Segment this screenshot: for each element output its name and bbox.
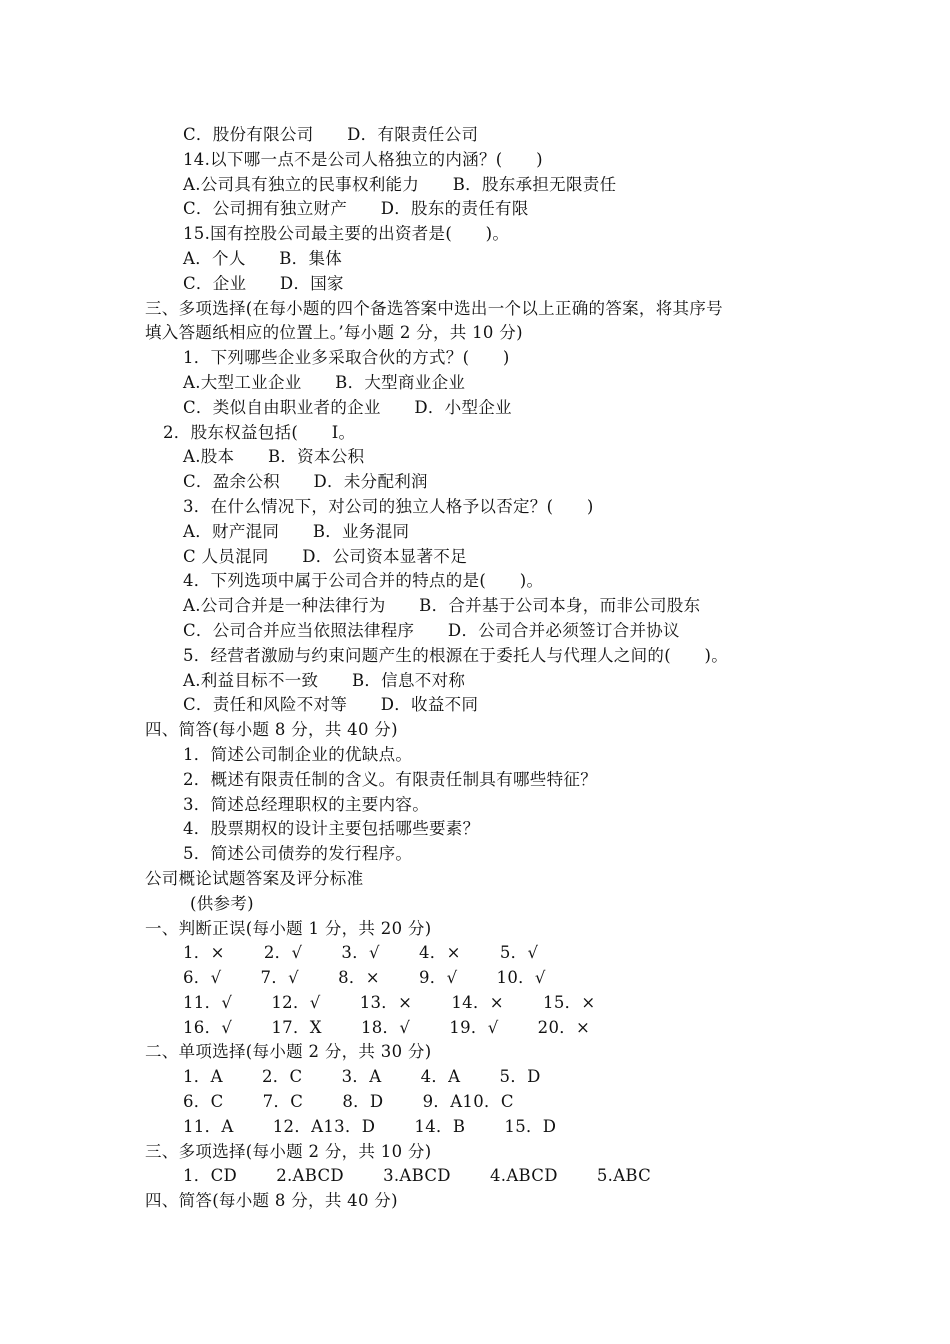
text-line: 1．简述公司制企业的优缺点。 (183, 744, 413, 764)
text-line: 二、单项选择(每小题 2 分，共 30 分) (145, 1042, 432, 1062)
text-line: 1．下列哪些企业多采取合伙的方式？( ) (183, 348, 510, 368)
text-line: 6．C 7．C 8．D 9．A10．C (183, 1092, 514, 1112)
text-line: 一、判断正误(每小题 1 分，共 20 分) (145, 918, 432, 938)
text-line: C．股份有限公司 D．有限责任公司 (183, 125, 479, 144)
text-line: 四、简答(每小题 8 分，共 40 分) (145, 720, 398, 740)
text-line: A.利益目标不一致 B．信息不对称 (183, 670, 466, 690)
text-line: A.股本 B．资本公积 (183, 447, 365, 467)
text-line: 三、多项选择(在每小题的四个备选答案中选出一个以上正确的答案，将其序号 (145, 298, 723, 318)
text-line: C．公司合并应当依照法律程序 D．公司合并必须签订合并协议 (183, 620, 680, 640)
text-line: 15.国有控股公司最主要的出资者是( )。 (183, 224, 510, 244)
text-line: 填入答题纸相应的位置上。’每小题 2 分，共 10 分) (145, 323, 523, 343)
text-line: 3．在什么情况下，对公司的独立人格予以否定？( ) (183, 496, 594, 516)
text-line: C．盈余公积 D．未分配利润 (183, 472, 428, 492)
text-line: 16．√ 17．X 18．√ 19．√ 20．× (183, 1017, 591, 1037)
text-line: 四、简答(每小题 8 分，共 40 分) (145, 1191, 398, 1211)
text-line: C 人员混同 D．公司资本显著不足 (183, 546, 467, 566)
text-line: A.公司具有独立的民事权利能力 B．股东承担无限责任 (183, 174, 617, 194)
text-line: 3．简述总经理职权的主要内容。 (183, 794, 429, 814)
text-line: 2．概述有限责任制的含义。有限责任制具有哪些特征？ (183, 769, 597, 789)
text-line: A.大型工业企业 B．大型商业企业 (183, 372, 466, 392)
text-line: 5．经营者激励与约束问题产生的根源在于委托人与代理人之间的( )。 (183, 645, 729, 665)
text-line: 1．A 2．C 3．A 4．A 5．D (183, 1067, 541, 1087)
text-line: A．个人 B．集体 (183, 248, 343, 268)
text-line: C．责任和风险不对等 D．收益不同 (183, 695, 479, 715)
text-line: 1．× 2．√ 3．√ 4．× 5．√ (183, 943, 539, 963)
text-line: 1．CD 2.ABCD 3.ABCD 4.ABCD 5.ABC (183, 1166, 652, 1186)
text-line: 11．√ 12．√ 13．× 14．× 15．× (183, 992, 596, 1012)
text-line: 4．股票期权的设计主要包括哪些要素？ (183, 819, 480, 839)
text-line: 2．股东权益包括( I。 (163, 422, 356, 442)
text-line: A.公司合并是一种法律行为 B．合并基于公司本身，而非公司股东 (183, 596, 701, 616)
text-line: C．类似自由职业者的企业 D．小型企业 (183, 397, 512, 417)
text-line: (供参考) (190, 893, 254, 913)
text-line: 6．√ 7．√ 8．× 9．√ 10．√ (183, 968, 546, 988)
text-line: 11．A 12．A13．D 14．B 15．D (183, 1116, 557, 1136)
text-line: 14.以下哪一点不是公司人格独立的内涵？( ) (183, 149, 543, 169)
text-line: A．财产混同 B．业务混同 (183, 521, 410, 541)
text-line: 三、多项选择(每小题 2 分，共 10 分) (145, 1141, 432, 1161)
document-page (0, 123, 950, 1214)
text-line: 5．简述公司债券的发行程序。 (183, 844, 413, 864)
text-line: C．企业 D．国家 (183, 273, 344, 293)
text-line: C．公司拥有独立财产 D．股东的责任有限 (183, 199, 529, 219)
text-line: 4．下列选项中属于公司合并的特点的是( )。 (183, 571, 544, 591)
text-line: 公司概论试题答案及评分标准 (145, 868, 364, 888)
